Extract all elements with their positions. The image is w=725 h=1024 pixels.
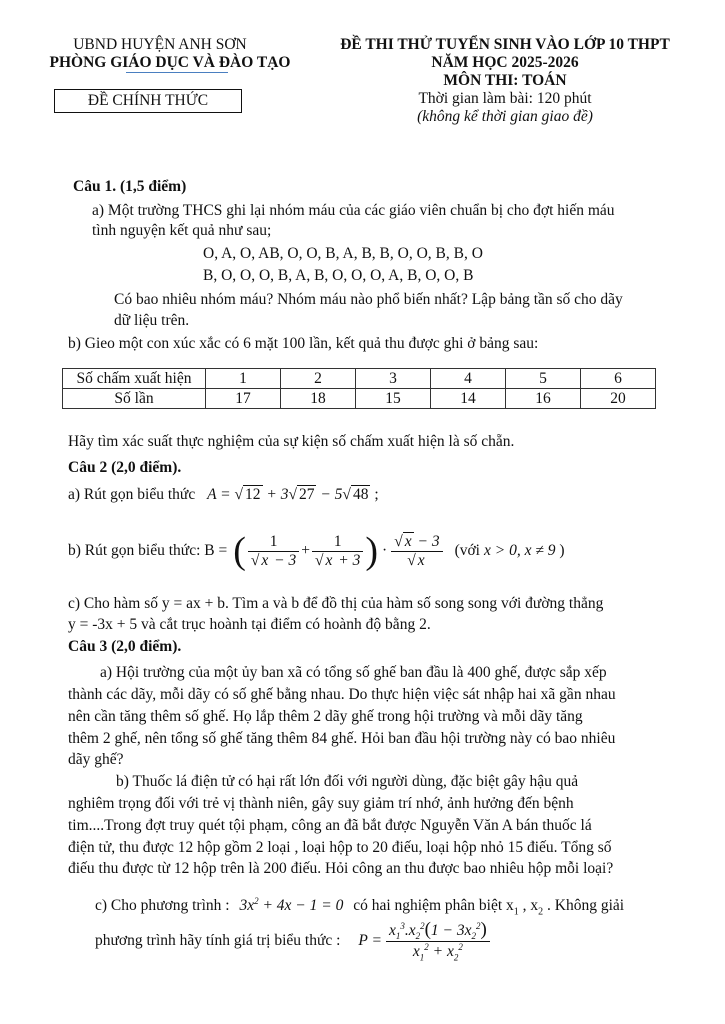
q2b-prefix: b) Rút gọn biểu thức: B =	[68, 542, 228, 559]
fraction-3: $\frac{√ x - 3}{√ x}$	[391, 533, 442, 570]
q1b-line: b) Gieo một con xúc xắc có 6 mặt 100 lần, kết quả thu được ghi ở bảng sau:	[68, 335, 539, 352]
q3c-line2-text: phương trình hãy tính giá trị biểu thức :	[95, 932, 341, 949]
face-cell: 2	[281, 369, 356, 389]
q3a-line: thêm 2 ghế, nên tổng số ghế tăng thêm 84 ghế. Hỏi ban đầu hội trường này có bao nhiêu	[68, 730, 616, 747]
face-cell: 6	[581, 369, 656, 389]
q2a-expression: A = √ 12 + 3√ 27 − 5√ 48 ;	[207, 486, 379, 503]
q3a-line: dãy ghế?	[68, 751, 124, 768]
q3a-line: nên cần tăng thêm số ghế. Họ lắp thêm 2 dãy ghế trong hội trường và mỗi dãy tăng	[68, 708, 583, 725]
q3b-line: điếu thu được từ 12 hộp trên là 200 điếu. Hỏi công an thu được bao nhiêu hộp mỗi loại?	[68, 860, 614, 877]
q3c-prefix: c) Cho phương trình :	[95, 897, 230, 915]
q3b-line: điện tử, thu được 12 hộp gồm 2 loại , loại hộp to 20 điếu, loại hộp nhỏ 15 điếu. Tổng số	[68, 839, 612, 856]
q3c-line2: phương trình hãy tính giá trị biểu thức : P = $\frac{x_1^3.x_2^2(1 - 3x_2^2)}{x_1^2 + x_2^2}$	[95, 918, 490, 964]
q3c-equation: $3x^2 + 4x - 1 = 0$	[239, 896, 344, 915]
q2b-line: b) Rút gọn biểu thức: B = ( $\frac{1}{√ x - 3}$ + $\frac{1}{√ x + 3}$ ) · $\frac{√ x - 3}{√ x}$ (với x > 0, x ≠ 9 )	[68, 530, 565, 572]
q3c-fraction: $\frac{x_1^3.x_2^2(1 - 3x_2^2)}{x_1^2 + x_2^2}$	[386, 919, 490, 962]
count-cell: 14	[431, 389, 506, 409]
q3b-line: nghiêm trọng đối với trẻ vị thành niên, gây suy giảm trí nhớ, ảnh hưởng đến bệnh	[68, 795, 574, 812]
face-cell: 3	[356, 369, 431, 389]
department-name: PHÒNG GIÁO DỤC VÀ ĐÀO TẠO	[49, 54, 291, 71]
face-cell: 1	[206, 369, 281, 389]
q2c-line1: c) Cho hàm số y = ax + b. Tìm a và b để đồ thị của hàm số song song với đường thẳng	[68, 595, 604, 612]
row-header-counts: Số lần	[63, 389, 206, 409]
time-allowed: Thời gian làm bài: 120 phút	[418, 90, 592, 107]
q1-title: Câu 1. (1,5 điểm)	[73, 178, 187, 195]
q1a-question-line1: Có bao nhiêu nhóm máu? Nhóm máu nào phổ biến nhất? Lập bảng tần số cho dãy	[114, 291, 623, 308]
q1a-question-line2: dữ liệu trên.	[114, 312, 190, 329]
q3b-line: b) Thuốc lá điện tử có hại rất lớn đối với người dùng, đặc biệt gây hậu quả	[116, 773, 579, 790]
count-cell: 15	[356, 389, 431, 409]
q3a-line: thành các dãy, mỗi dãy có số ghế bằng nhau. Do thực hiện việc sát nhập hai xã gần nhau	[68, 686, 616, 703]
q1a-line2: tình nguyện kết quả như sau;	[92, 222, 272, 239]
count-cell: 16	[506, 389, 581, 409]
q3a-line: a) Hội trường của một ủy ban xã có tổng số ghế ban đầu là 400 ghế, được sắp xếp	[100, 664, 607, 681]
table-row	[63, 369, 656, 389]
subject: MÔN THI: TOÁN	[443, 72, 567, 89]
school-year: NĂM HỌC 2025-2026	[431, 54, 579, 71]
q2c-line2: y = -3x + 5 và cắt trục hoành tại điểm có hoành độ bằng 2.	[68, 616, 431, 633]
count-cell: 18	[281, 389, 356, 409]
fraction-1: $\frac{1}{√ x - 3}$	[248, 533, 299, 570]
q1a-data-line2: B, O, O, O, B, A, B, O, O, O, A, B, O, O, B	[203, 267, 474, 284]
q3c-end: . Không giải	[547, 897, 625, 915]
official-exam-box: ĐỀ CHÍNH THỨC	[54, 89, 242, 113]
q2b-condition-math: x > 0, x ≠ 9	[484, 542, 556, 559]
q2a-prefix: a) Rút gọn biểu thức	[68, 486, 196, 503]
q3b-line: tim....Trong đợt truy quét tội phạm, công an đã bắt được Nguyễn Văn A bán thuốc lá	[68, 817, 592, 834]
fraction-2: $\frac{1}{√ x + 3}$	[312, 533, 363, 570]
q1a-line1: a) Một trường THCS ghi lại nhóm máu của các giáo viên chuẩn bị cho đợt hiến máu	[92, 202, 615, 219]
dice-frequency-table	[62, 368, 656, 409]
count-cell: 20	[581, 389, 656, 409]
q1a-data-line1: O, A, O, AB, O, O, B, A, B, B, O, O, B, B, O	[203, 245, 483, 262]
time-note: (không kể thời gian giao đề)	[417, 108, 593, 125]
authority-name: UBND HUYỆN ANH SƠN	[73, 36, 247, 53]
q2b-condition: (với	[454, 542, 480, 559]
q3c-line1: c) Cho phương trình : $3x^2 + 4x - 1 = 0$ có hai nghiệm phân biệt $x_1$ , $x_2$ . Không giải	[95, 896, 625, 918]
table-row	[63, 389, 656, 409]
face-cell: 4	[431, 369, 506, 389]
face-cell: 5	[506, 369, 581, 389]
q2a-line	[68, 486, 379, 504]
header-underline	[126, 72, 228, 73]
exam-title: ĐỀ THI THỬ TUYỂN SINH VÀO LỚP 10 THPT	[340, 36, 670, 53]
q1b-question: Hãy tìm xác suất thực nghiệm của sự kiện số chấm xuất hiện là số chẵn.	[68, 433, 515, 450]
q2-title: Câu 2 (2,0 điểm).	[68, 459, 182, 476]
q3c-suffix: có hai nghiệm phân biệt x	[353, 897, 514, 915]
row-header-faces: Số chấm xuất hiện	[63, 369, 206, 389]
q3-title: Câu 3 (2,0 điểm).	[68, 638, 182, 655]
count-cell: 17	[206, 389, 281, 409]
